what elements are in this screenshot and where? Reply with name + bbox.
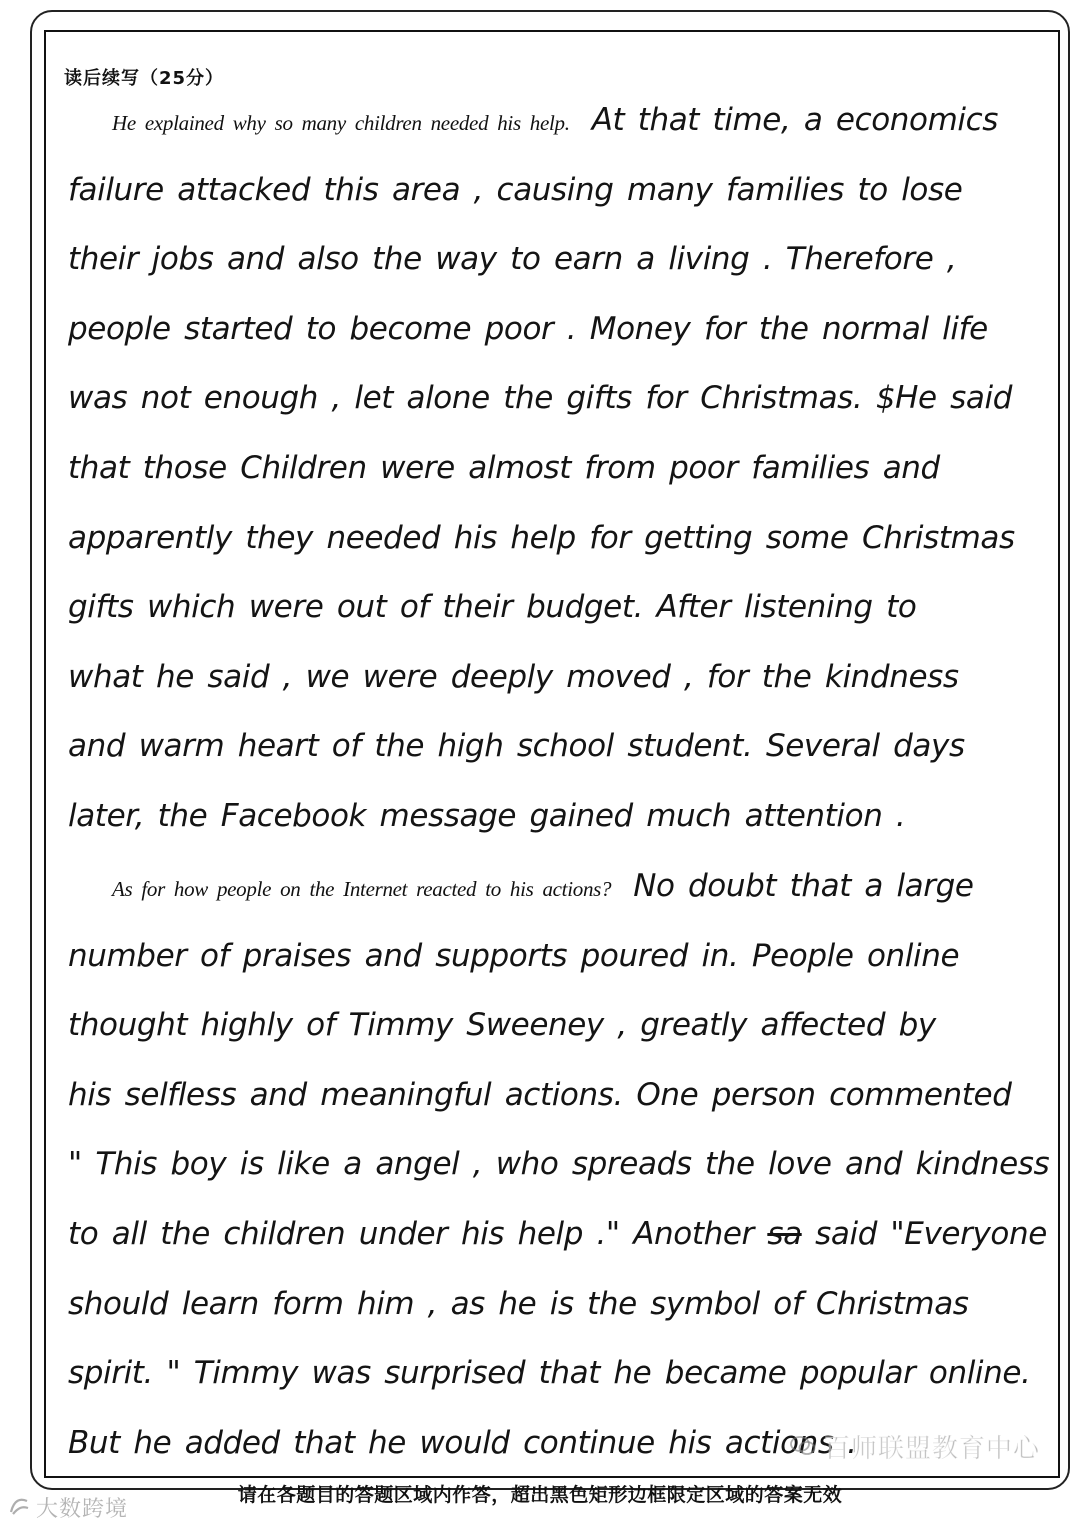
wechat-icon <box>790 1435 816 1463</box>
handwriting-line: spirit. " Timmy was surprised that he became popular online. <box>68 1355 1031 1392</box>
handwriting-text: said "Everyone <box>801 1215 1047 1252</box>
crossed-out-word: sa <box>767 1215 802 1252</box>
wechat-watermark <box>790 1428 1040 1465</box>
brand-logo-icon <box>8 1496 30 1521</box>
handwriting-line: his selfless and meaningful actions. One person commented <box>68 1076 1012 1113</box>
wechat-watermark-text: 百师联盟教育中心 <box>824 1434 1041 1464</box>
handwriting-text: No doubt that a large <box>633 868 974 904</box>
handwriting-line: what he said , we were deeply moved , for the kindness <box>68 658 959 695</box>
handwriting-line: was not enough , let alone the gifts for Christmas. $He said <box>68 380 1013 417</box>
handwriting-line: number of praises and supports poured in. People online <box>68 937 960 974</box>
handwriting-line: failure attacked this area , causing many families to lose <box>68 171 963 208</box>
handwriting-line: should learn form him , as he is the symbol of Christmas <box>68 1285 969 1322</box>
handwriting-line: " This boy is like a angel , who spreads the love and kindness <box>68 1146 1050 1183</box>
prompt-1: He explained why so many children needed his help. <box>112 111 570 135</box>
handwriting-line: gifts which were out of their budget. After listening to <box>68 589 917 626</box>
paragraph-2 <box>68 852 1068 1478</box>
brand-watermark <box>8 1492 128 1523</box>
footer-notice <box>0 1480 1080 1507</box>
handwriting-line: their jobs and also the way to earn a living . Therefore , <box>68 241 957 278</box>
handwriting-line: and warm heart of the high school student. Several days <box>68 728 965 765</box>
footer-text: 请在各题目的答题区域内作答，超出黑色矩形边框限定区域的答案无效 <box>237 1484 843 1506</box>
handwriting-line: thought highly of Timmy Sweeney , greatly affected by <box>68 1007 936 1044</box>
handwriting-line: later, the Facebook message gained much attention . <box>68 797 906 834</box>
prompt-2: As for how people on the Internet reacted to his actions? <box>112 877 612 901</box>
handwriting-text: At that time, a economics <box>591 102 999 138</box>
handwriting-line: apparently they needed his help for getting some Christmas <box>68 519 1015 556</box>
paragraph-1 <box>68 86 1068 852</box>
brand-watermark-text: 大数跨境 <box>36 1497 129 1522</box>
handwriting-line: that those Children were almost from poor families and <box>68 449 940 486</box>
handwriting-text: to all the children under his help ." Another <box>68 1215 768 1252</box>
handwriting-line: But he added that he would continue his actions . <box>68 1424 857 1461</box>
handwriting-line-with-correction <box>68 1200 1068 1270</box>
handwriting-line: people started to become poor . Money for the normal life <box>68 310 988 347</box>
paragraph-2-line-1 <box>68 852 1068 922</box>
section-heading: 读后续写（25分） <box>64 68 225 89</box>
paragraph-1-line-1 <box>68 86 1068 156</box>
